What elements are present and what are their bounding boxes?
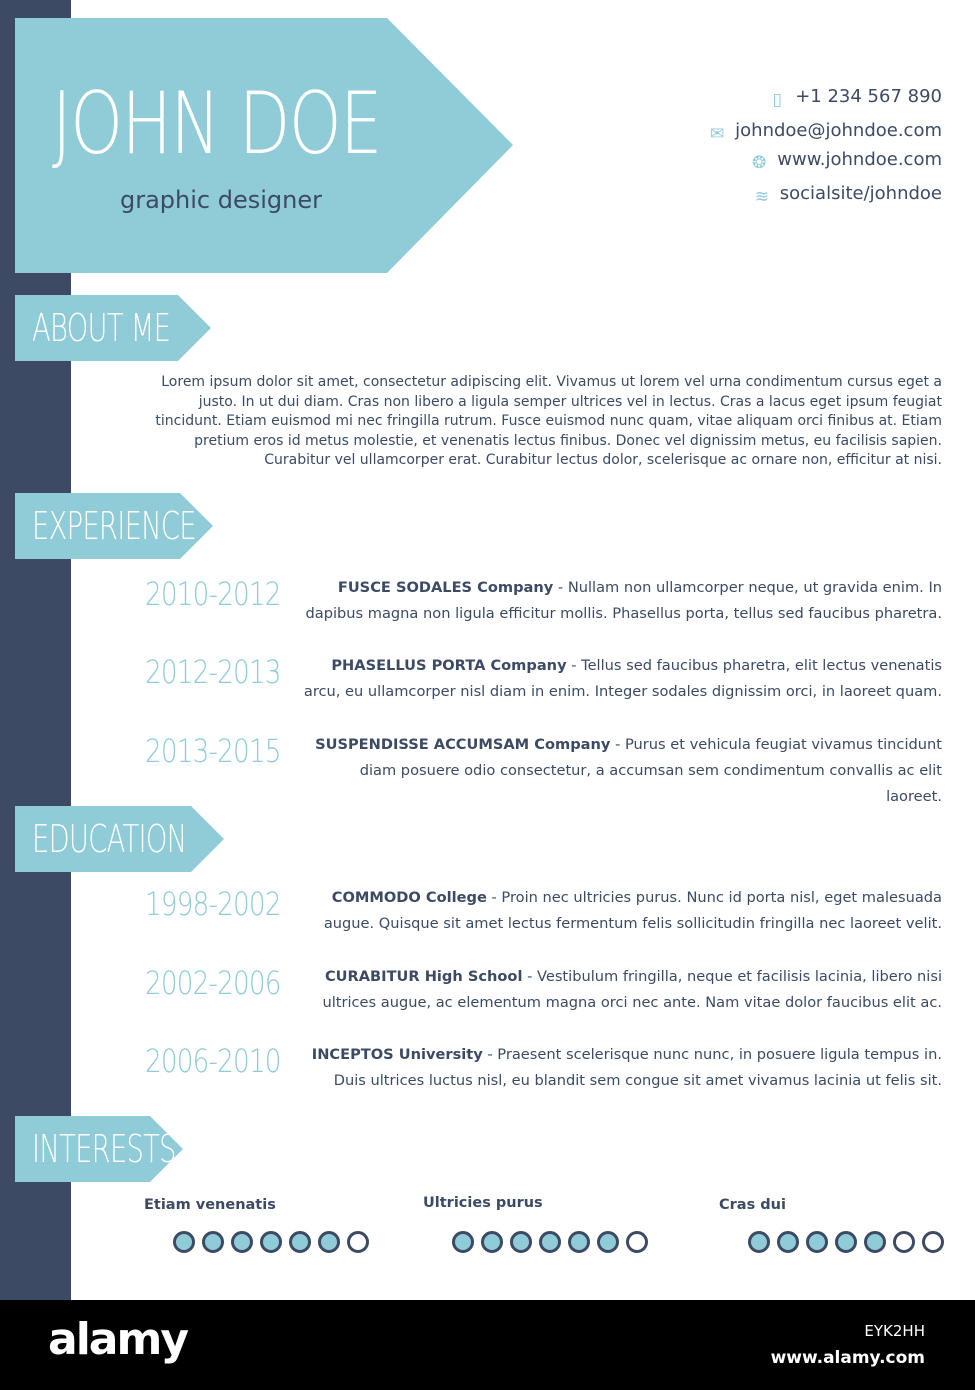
email-text: johndoe@johndoe.com xyxy=(735,120,942,141)
interest-rating xyxy=(173,1231,369,1253)
rating-dot-filled xyxy=(539,1231,561,1253)
rating-dot-filled xyxy=(452,1231,474,1253)
rating-dot-empty xyxy=(893,1231,915,1253)
rating-dot-filled xyxy=(173,1231,195,1253)
interest-name: Cras dui xyxy=(719,1197,786,1213)
experience-description xyxy=(300,575,942,627)
education-description xyxy=(300,1042,942,1094)
experience-text: - Nullam non ullamcorper neque, ut gravida enim. In dapibus magna non ligula efficitur mollis. Phasellus porta, tellus sed faucibus pharetra. xyxy=(305,579,942,622)
rating-dot-filled xyxy=(748,1231,770,1253)
contact-email[interactable] xyxy=(707,120,942,144)
rating-dot-empty xyxy=(347,1231,369,1253)
rating-dot-filled xyxy=(318,1231,340,1253)
rating-dot-empty xyxy=(922,1231,944,1253)
experience-years: 2010-2012 xyxy=(145,575,281,613)
image-id: EYK2HH xyxy=(864,1322,925,1340)
phone-text: +1 234 567 890 xyxy=(795,86,942,107)
education-text: - Praesent scelerisque nunc nunc, in posuere ligula tempus in. Duis ultrices luctus nisl, eu blandit sem congue sit amet vivamus lacinia ut felis sit. xyxy=(333,1046,942,1089)
experience-text: - Purus et vehicula feugiat vivamus tincidunt diam posuere odio consectetur, a accumsan sem condimentum convallis ac elit laoreet. xyxy=(359,736,942,805)
rating-dot-filled xyxy=(597,1231,619,1253)
education-org: INCEPTOS University xyxy=(311,1046,483,1063)
contact-phone[interactable] xyxy=(767,86,942,110)
interest-name: Etiam venenatis xyxy=(144,1197,276,1213)
education-description xyxy=(300,885,942,937)
interests-heading: INTERESTS xyxy=(32,1127,176,1171)
rating-dot-filled xyxy=(806,1231,828,1253)
candidate-name: JOHN DOE xyxy=(52,74,381,174)
education-years: 2006-2010 xyxy=(145,1042,281,1080)
about-heading: ABOUT ME xyxy=(32,306,171,350)
experience-description xyxy=(300,732,942,810)
experience-years: 2013-2015 xyxy=(145,732,281,770)
candidate-role: graphic designer xyxy=(120,186,322,214)
contact-website[interactable] xyxy=(749,149,942,173)
stock-footer xyxy=(0,1300,975,1390)
experience-description xyxy=(300,653,942,705)
interest-rating xyxy=(748,1231,944,1253)
about-text: Lorem ipsum dolor sit amet, consectetur adipiscing elit. Vivamus ut lorem vel urna condimentum cursus eget a justo. In ut dui diam. Cras non libero a ligula semper ultrices vel in lectus. Cras a lacus eget ipsum feugiat tincidunt. Etiam euismod mi nec fringilla rutrum. Fusce euismod nunc quam, vitae aliquam orci finibus at. Etiam pretium eros id metus molestie, et venenatis lectus finibus. Donec vel dignissim metus, eu facilisis sapien. Curabitur vel ullamcorper erat. Curabitur lectus dolor, scelerisque ac ornare non, efficitur at nisi. xyxy=(155,374,942,469)
experience-heading: EXPERIENCE xyxy=(32,504,196,548)
rating-dot-filled xyxy=(864,1231,886,1253)
social-icon: ≋ xyxy=(754,187,769,207)
interest-name: Ultricies purus xyxy=(423,1195,543,1211)
website-text: www.johndoe.com xyxy=(777,149,942,170)
experience-years: 2012-2013 xyxy=(145,653,281,691)
rating-dot-filled xyxy=(231,1231,253,1253)
phone-icon: ▯ xyxy=(772,90,782,110)
education-text: - Proin nec ultricies purus. Nunc id porta nisl, eget malesuada augue. Quisque sit amet lectus fermentum felis sollicitudin fringilla nec laoreet velit. xyxy=(323,889,942,932)
footer-url[interactable]: www.alamy.com xyxy=(770,1348,925,1368)
experience-org: SUSPENDISSE ACCUMSAM Company xyxy=(315,736,611,753)
rating-dot-empty xyxy=(626,1231,648,1253)
education-heading: EDUCATION xyxy=(32,817,187,861)
education-text: - Vestibulum fringilla, neque et facilisis lacinia, libero nisi ultrices augue, ac elementum magna orci nec ante. Nam vitae dolor faucibus elit ac. xyxy=(322,968,942,1011)
education-description xyxy=(300,964,942,1016)
education-years: 1998-2002 xyxy=(145,885,281,923)
rating-dot-filled xyxy=(835,1231,857,1253)
rating-dot-filled xyxy=(260,1231,282,1253)
contact-social[interactable] xyxy=(752,183,942,207)
alamy-logo: alamy xyxy=(48,1314,187,1365)
experience-org: PHASELLUS PORTA Company xyxy=(331,657,567,674)
rating-dot-filled xyxy=(777,1231,799,1253)
education-org: CURABITUR High School xyxy=(324,968,523,985)
globe-icon: ❂ xyxy=(752,153,767,173)
rating-dot-filled xyxy=(481,1231,503,1253)
rating-dot-filled xyxy=(202,1231,224,1253)
rating-dot-filled xyxy=(568,1231,590,1253)
social-text: socialsite/johndoe xyxy=(779,183,942,204)
envelope-icon: ✉ xyxy=(710,124,725,144)
education-org: COMMODO College xyxy=(331,889,487,906)
rating-dot-filled xyxy=(289,1231,311,1253)
experience-text: - Tellus sed faucibus pharetra, elit lectus venenatis arcu, eu ullamcorper nisl diam in enim. Integer sodales dignissim orci, in laoreet quam. xyxy=(303,657,942,700)
experience-org: FUSCE SODALES Company xyxy=(337,579,554,596)
education-years: 2002-2006 xyxy=(145,964,281,1002)
interest-rating xyxy=(452,1231,648,1253)
rating-dot-filled xyxy=(510,1231,532,1253)
